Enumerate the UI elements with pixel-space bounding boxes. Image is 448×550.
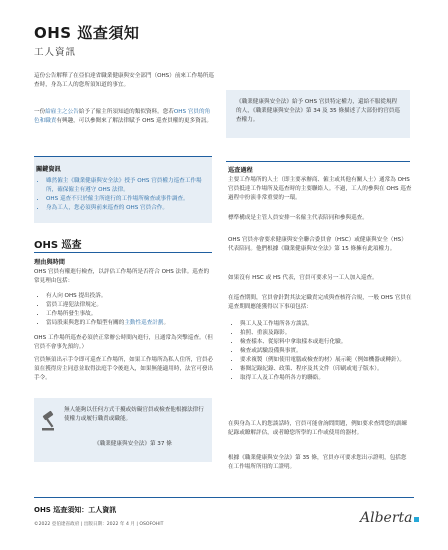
- reason-2: • 當員工違犯法律規定。: [46, 301, 216, 310]
- alberta-logo-text: Alberta: [360, 510, 413, 526]
- intro-paragraph-2: [34, 108, 214, 126]
- reason-4-end: 。: [163, 320, 170, 326]
- process-paragraph-3: OHS 官員亦會要求健康與安全聯合委員會（HSC）或健康與安全（HS）代表陪同。他們根據《職業健康與安全法》第 15 條擁有此項權力。: [228, 237, 407, 252]
- officer-powers-list: [228, 320, 412, 383]
- officer-power-1: • 與工人及工作場所各方談話。: [240, 320, 412, 329]
- reasons-paragraph: OHS 官員有權進行檢查，以評估工作場所是否符合 OHS 法律。巡查的常見理由包括：: [34, 269, 210, 284]
- footer-title: OHS 巡查須知：工人資訊: [34, 506, 117, 514]
- reason-3: • 工作場所發生事故。: [46, 310, 216, 319]
- ohs-section-title: OHS 巡查: [34, 240, 82, 251]
- intro-p2-mid: 給予了僱主所須知道的類似資料。您若: [78, 109, 174, 115]
- intro-p2-lead: 一份: [34, 109, 46, 115]
- warrant-paragraph: 官員無須出示手令即可巡查工作場所，如果工作場所為私人住所，官員必須在獲得房主同意並取得法庭手令後進入，如果無能適用時，法官可發出手令。: [34, 357, 214, 381]
- timing-paragraph: OHS 工作場所巡查必須於正常辦公時間內進行，且通常為突擊巡查。（但官員不會事先預約。）: [34, 335, 213, 350]
- key-point-2: • OHS 巡查不只於僱主所進行的工作場所檢查或事件調查。: [46, 195, 212, 204]
- page-title: OHS 巡查須知: [34, 24, 140, 42]
- alberta-logo: [360, 510, 419, 526]
- page-subtitle: 工人資訊: [34, 47, 77, 58]
- footer-rule: [34, 497, 414, 498]
- reasons-list: [34, 292, 216, 328]
- interference-quote-box: [34, 398, 212, 462]
- ohs-section-rule: [34, 252, 212, 253]
- officer-power-2: • 拍照、重演及錄影。: [240, 329, 412, 338]
- logo-dot-icon: [414, 517, 419, 522]
- process-heading: 巡查過程: [228, 167, 253, 174]
- intro-paragraph-1: 這份公告解釋了在亞伯達省職業健康與安全部門（OHS）前來工作場所巡查時，身為工人的您所須知道的事宜。: [34, 73, 214, 88]
- proactive-program-link[interactable]: 主動性巡查計劃: [124, 320, 164, 326]
- key-points-box: [34, 157, 212, 223]
- officer-role-link[interactable]: OHS 官員的角色和職責: [34, 109, 211, 124]
- process-rule: [226, 161, 410, 162]
- key-points-list: [34, 177, 212, 213]
- officer-power-6: • 審閱記錄紀錄、政策、程序及其文件（印刷或電子版本）。: [240, 365, 412, 374]
- process-paragraph-5: 在巡查期間，官員會針對其法定職責完成與查核符合規，一般 OHS 官員在巡查期間應能獲得以下事項包括：: [228, 295, 412, 310]
- act-quote-text: 《職業健康與安全法》給予 OHS 官員特定權力，還給不服從規程的人，《職業健康與安全法》第 34 及 35 條描述了大部份的官員巡查權力。: [236, 99, 400, 123]
- interference-quote-text: 無人能夠以任何方式干擾或妨礙官員或檢查他根據法律行使權力或履行職責或職能。: [64, 407, 204, 422]
- officer-power-5: • 要求複製（例如使用電腦或檢查的材）展示範（例如機器或轉針）。: [240, 356, 412, 365]
- process-paragraph-6: 在與身為工人的您談話時，官員可能會詢問問題，例如要求查問您的訓練紀錄或瞭解評估，或者瞭您所學的工作或使用的器材。: [228, 421, 408, 436]
- intro-p2-tail: 有興趣，可以參閱來了解法律賦予 OHS 巡查員權的更多資訊。: [56, 118, 212, 124]
- reasons-heading: 理由與時間: [34, 259, 65, 266]
- reason-4-text: 當局股東與您的工作類型有關的: [46, 320, 125, 326]
- officer-power-7: • 取得工人及工作場所各方的聯絡。: [240, 374, 412, 383]
- employer-notice-link[interactable]: 給雇主之公告: [45, 109, 79, 115]
- officer-power-4: • 檢查或試驗設備與事實。: [240, 347, 412, 356]
- process-paragraph-2: 標準構成是主管人員安排一名僱主代表陪同和參與巡查。: [228, 215, 368, 221]
- gavel-icon: [40, 410, 60, 432]
- key-points-heading: 關鍵資訊: [36, 166, 61, 173]
- reason-4: [46, 319, 216, 328]
- interference-quote-source: 《職業健康與安全法》第 37 條: [94, 441, 172, 447]
- act-quote-box: [226, 90, 410, 138]
- key-point-3: • 身為工人，您必須與前來巡查的 OHS 官員合作。: [46, 204, 212, 213]
- officer-power-3: • 檢查樣本、從原料中拿取樣本或進行化驗。: [240, 338, 412, 347]
- footer-meta: ©2022 亞伯達省政府 | 出版日期：2022 年 4 月 | OSOFOHIT: [34, 522, 164, 527]
- process-paragraph-1: 主要工作場所的人士（即主要承辦商、僱主或其他有關人士）通常為 OHS 官員抵達工作場所及巡查時的主要聯絡人。不過，工人的參與在 OHS 巡查過程中扮演非常重要的一環。: [228, 177, 412, 201]
- process-paragraph-4: 如果沒有 HSC 或 HS 代表，官員可要求另一工人加入巡查。: [228, 275, 378, 281]
- process-paragraph-7: 根據《職業健康與安全法》第 35 條，官員亦可要求您出示證明，包括您在工作場所所用的工證明。: [228, 455, 407, 470]
- reason-1: • 有人向 OHS 提出投訴。: [46, 292, 216, 301]
- key-point-1: • 雖然僱主《職業健康與安全法》授予 OHS 官員權力巡查工作場所，確保僱主有遵守 OHS 法律。: [46, 177, 212, 195]
